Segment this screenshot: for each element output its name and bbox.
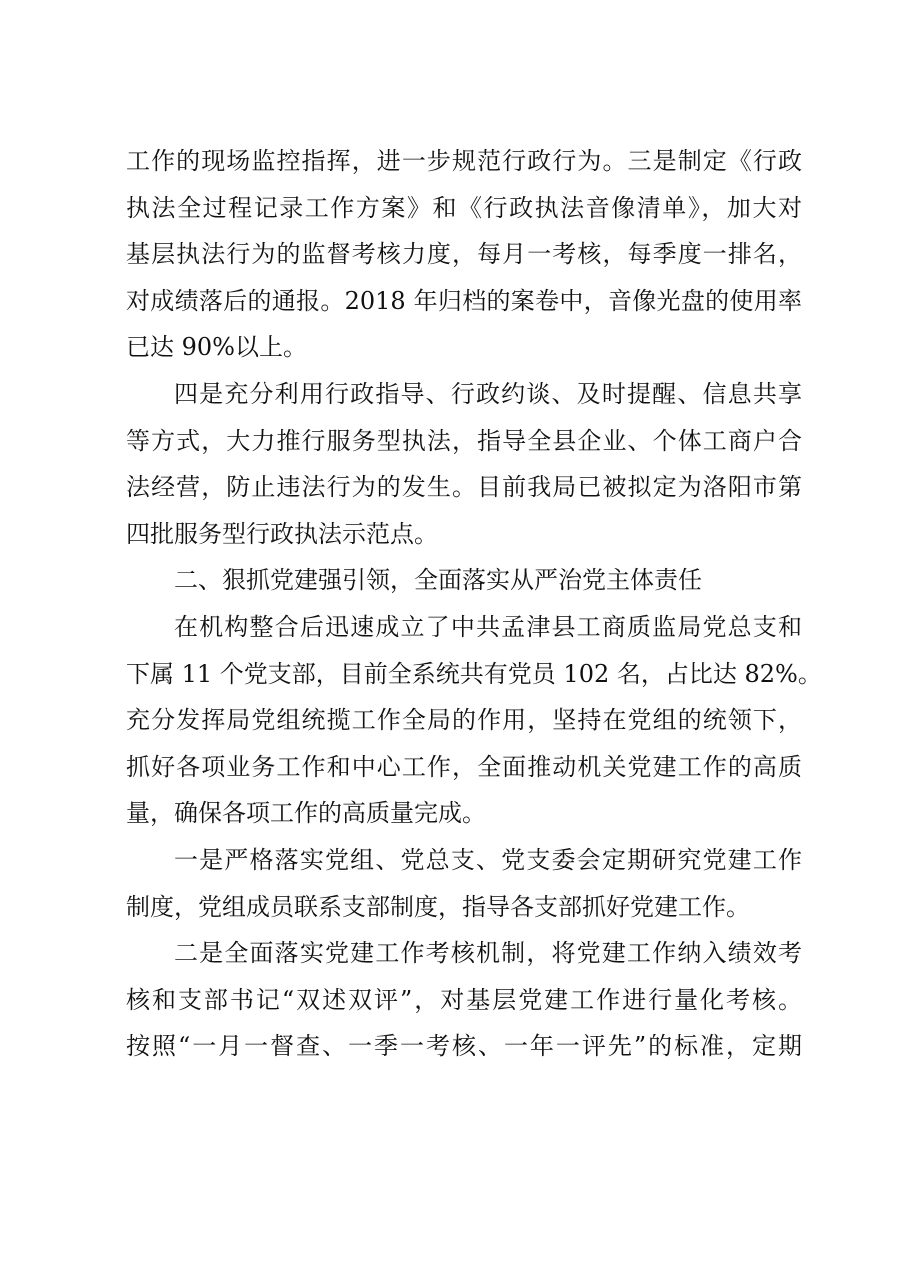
text-line: 量，确保各项工作的高质量完成。 (126, 799, 486, 828)
text-line: 对成绩落后的通报。2018 年归档的案卷中，音像光盘的使用率 (126, 286, 802, 315)
text-line: 等方式，大力推行服务型执法，指导全县企业、个体工商户合 (126, 426, 802, 455)
text-line: 四批服务型行政执法示范点。 (126, 519, 438, 548)
text-line: 四是充分利用行政指导、行政约谈、及时提醒、信息共享 (174, 379, 802, 408)
text-line: 抓好各项业务工作和中心工作，全面推动机关党建工作的高质 (126, 752, 802, 781)
text-line: 二是全面落实党建工作考核机制，将党建工作纳入绩效考 (174, 939, 802, 968)
text-line: 一是严格落实党组、党总支、党支委会定期研究党建工作 (174, 845, 802, 874)
text-line: 已达 90%以上。 (126, 333, 307, 362)
text-line: 工作的现场监控指挥，进一步规范行政行为。三是制定《行政 (126, 147, 802, 175)
text-line: 执法全过程记录工作方案》和《行政执法音像清单》，加大对 (126, 193, 802, 222)
text-line: 在机构整合后迅速成立了中共孟津县工商质监局党总支和 (174, 612, 802, 641)
text-line: 充分发挥局党组统揽工作全局的作用，坚持在党组的统领下， (126, 706, 802, 735)
text-line: 核和支部书记“双述双评”，对基层党建工作进行量化考核。 (126, 985, 802, 1014)
text-line: 基层执法行为的监督考核力度，每月一考核，每季度一排名， (126, 240, 802, 269)
text-line: 下属 11 个党支部，目前全系统共有党员 102 名，占比达 82%。 (126, 659, 822, 688)
document-body (126, 138, 822, 1070)
text-line: 按照“一月一督查、一季一考核、一年一评先”的标准，定期 (126, 1032, 802, 1061)
text-line: 二、狠抓党建强引领，全面落实从严治党主体责任 (174, 566, 702, 595)
text-line: 法经营，防止违法行为的发生。目前我局已被拟定为洛阳市第 (126, 473, 802, 502)
text-line: 制度，党组成员联系支部制度，指导各支部抓好党建工作。 (126, 892, 750, 921)
